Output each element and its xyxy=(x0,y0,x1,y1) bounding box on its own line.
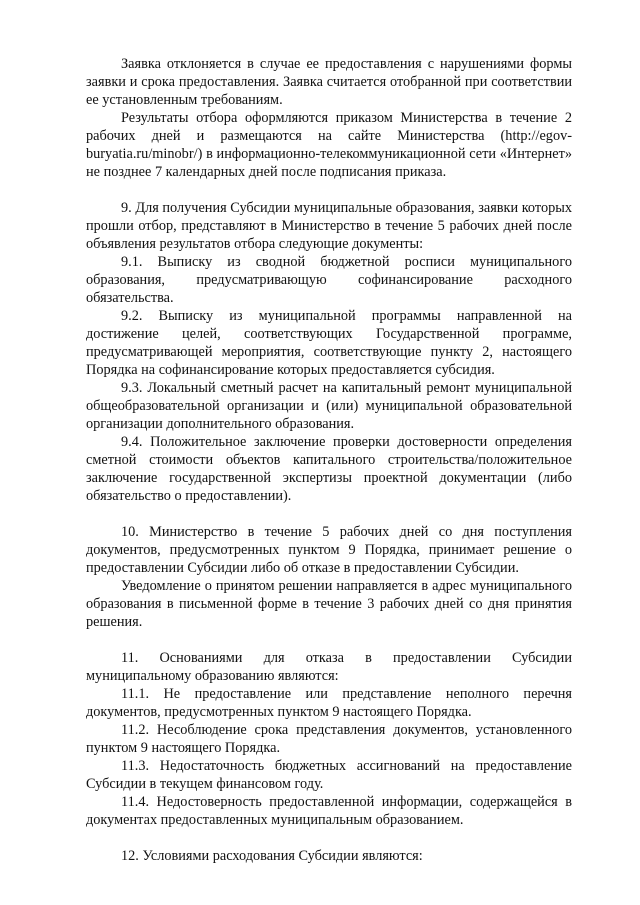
paragraph-10: 10. Министерство в течение 5 рабочих дней со дня поступления документов, предусмотренных пунктом 9 Порядка, принимает решение о предоставлении Субсидии либо об отказе в предоставлении Субсидии. xyxy=(86,524,572,576)
paragraph-9-2: 9.2. Выписку из муниципальной программы направленной на достижение целей, соответствующих Государственной программе, предусматривающей мероприятия, соответствующие пункту 2, настоящего Порядка на софинансирование которых предоставляется субсидия. xyxy=(86,308,572,378)
paragraph-11-2: 11.2. Несоблюдение срока представления документов, установленного пунктом 9 настоящего Порядка. xyxy=(86,722,572,756)
paragraph-9: 9. Для получения Субсидии муниципальные образования, заявки которых прошли отбор, представляют в Министерство в течение 5 рабочих дней после объявления результатов отбора следующие документы: xyxy=(86,200,572,252)
paragraph-application-rejection: Заявка отклоняется в случае ее предоставления с нарушениями формы заявки и срока предоставления. Заявка считается отобранной при соответствии ее установленным требованиям. xyxy=(86,56,572,108)
paragraph-11-3: 11.3. Недостаточность бюджетных ассигнований на предоставление Субсидии в текущем финансовом году. xyxy=(86,758,572,792)
paragraph-9-4: 9.4. Положительное заключение проверки достоверности определения сметной стоимости объектов капитального строительства/положительное заключение государственной экспертизы проектной документации (либо обязательство о предоставлении). xyxy=(86,434,572,504)
paragraph-11-1: 11.1. Не предоставление или представление неполного перечня документов, предусмотренных пунктом 9 настоящего Порядка. xyxy=(86,686,572,720)
paragraph-11-4: 11.4. Недостоверность предоставленной информации, содержащейся в документах предоставленных муниципальным образованием. xyxy=(86,794,572,828)
paragraph-9-1: 9.1. Выписку из сводной бюджетной росписи муниципального образования, предусматривающую софинансирование расходного обязательства. xyxy=(86,254,572,306)
paragraph-12: 12. Условиями расходования Субсидии являются: xyxy=(121,848,423,864)
paragraph-9-3: 9.3. Локальный сметный расчет на капитальный ремонт муниципальной общеобразовательной организации и (или) муниципальной образовательной организации дополнительного образования. xyxy=(86,380,572,432)
paragraph-11: 11. Основаниями для отказа в предоставлении Субсидии муниципальному образованию являются: xyxy=(86,650,572,684)
document-body xyxy=(86,55,572,865)
paragraph-selection-results: Результаты отбора оформляются приказом Министерства в течение 2 рабочих дней и размещаются на сайте Министерства (http://egov-buryatia.ru/minobr/) в информационно-телекоммуникационной сети «Интернет» не позднее 7 календарных дней после подписания приказа. xyxy=(86,110,572,180)
paragraph-10-notice: Уведомление о принятом решении направляется в адрес муниципального образования в письменной форме в течение 3 рабочих дней со дня принятия решения. xyxy=(86,578,572,630)
